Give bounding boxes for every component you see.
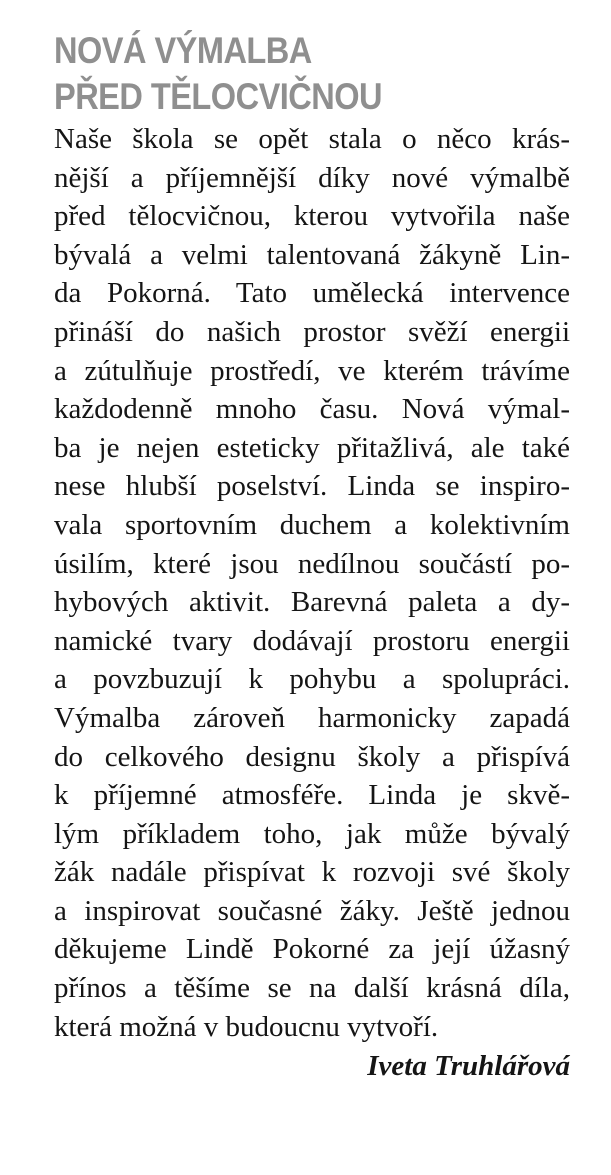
body-line: ba je nejen esteticky přitažlivá, ale také (54, 431, 570, 464)
article-headline (54, 28, 508, 120)
headline-line: NOVÁ VÝMALBA (54, 30, 312, 71)
headline-line: PŘED TĚLOCVIČNOU (54, 76, 383, 117)
body-line: přínos a těšíme se na další krásná díla, (54, 972, 570, 1005)
body-line: k příjemné atmosféře. Linda je skvě- (54, 779, 570, 812)
body-line: hybových aktivit. Barevná paleta a dy- (54, 586, 570, 619)
body-line: vala sportovním duchem a kolektivním (54, 508, 570, 541)
body-line: da Pokorná. Tato umělecká intervence (54, 277, 570, 310)
article (54, 28, 570, 1084)
author-byline: Iveta Truhlářová (367, 1050, 570, 1083)
body-line: a zútulňuje prostředí, ve kterém trávíme (54, 354, 570, 387)
body-line: nější a příjemnější díky nové výmalbě (54, 161, 570, 194)
body-line: úsilím, které jsou nedílnou součástí po- (54, 547, 570, 580)
body-line: Výmalba zároveň harmonicky zapadá (54, 701, 570, 734)
body-line: namické tvary dodávají prostoru energii (54, 624, 570, 657)
body-line: přináší do našich prostor svěží energii (54, 315, 570, 348)
body-line: do celkového designu školy a přispívá (54, 740, 570, 773)
body-line: každodenně mnoho času. Nová výmal- (54, 393, 570, 426)
body-line: která možná v budoucnu vytvoří. (54, 1010, 439, 1043)
body-line: nese hlubší poselství. Linda se inspiro- (54, 470, 570, 503)
body-line: žák nadále přispívat k rozvoji své školy (54, 856, 570, 889)
body-line: a inspirovat současné žáky. Ještě jednou (54, 894, 570, 927)
body-line: děkujeme Lindě Pokorné za její úžasný (54, 933, 570, 966)
body-line: lým příkladem toho, jak může bývalý (54, 817, 570, 850)
body-line: před tělocvičnou, kterou vytvořila naše (54, 200, 570, 233)
body-line: bývalá a velmi talentovaná žákyně Lin- (54, 238, 570, 271)
body-line: Naše škola se opět stala o něco krás- (54, 123, 570, 155)
article-body (54, 120, 570, 1046)
body-line: a povzbuzují k pohybu a spolupráci. (54, 663, 570, 696)
